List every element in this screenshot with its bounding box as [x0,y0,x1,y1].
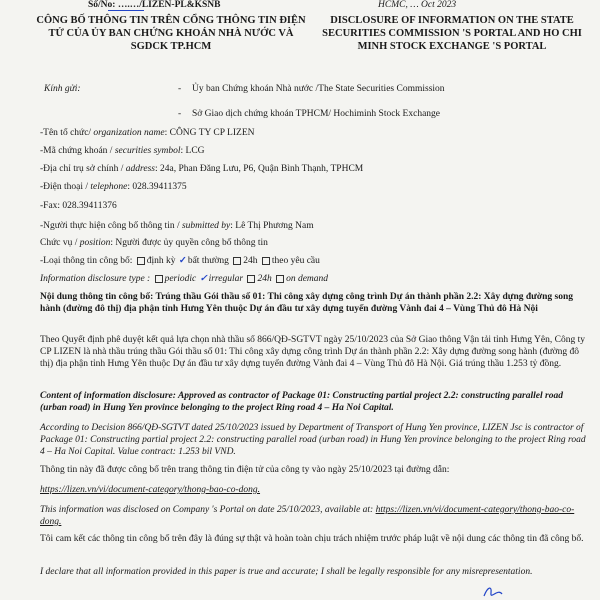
document-number: Số/No: ….…/LIZEN-PL&KSNB [88,0,221,10]
24h-en-checkbox[interactable] [247,275,255,283]
symbol-line [40,146,205,156]
recipient-ssc-text: Ủy ban Chứng khoán Nhà nước /The State Securities Commission [192,84,445,94]
type-en-demand: on demand [286,274,329,284]
type-en-periodic: periodic [164,274,197,284]
fax-line: -Fax: 028.39411376 [40,201,117,211]
periodic-checkbox[interactable] [137,257,145,265]
on-demand-checkbox[interactable] [262,257,270,265]
company-link-1[interactable]: https://lizen.vn/vi/document-category/thong-bao-co-dong. [40,485,261,495]
commitment-en: I declare that all information provided in this paper is true and accurate; I shall be legally responsible for any misrepresentation. [40,567,533,577]
phone-label-en: telephone [90,182,128,192]
on-demand-en-checkbox[interactable] [276,275,284,283]
irregular-check-icon[interactable]: ✓ [178,256,187,266]
org-label-en: organization name [93,128,165,138]
symbol-label: -Mã chứng khoán / [40,146,115,156]
type-vn-periodic: định kỳ [146,256,176,266]
title-english: DISCLOSURE OF INFORMATION ON THE STATE SECURITIES COMMISSION 'S PORTAL AND HO CHI MINH STOCK EXCHANGE 'S PORTAL [322,15,582,52]
submitter-value: : Lê Thị Phương Nam [230,221,314,231]
irregular-en-check-icon[interactable]: ✓ [199,274,208,284]
title-vietnamese: CÔNG BỐ THÔNG TIN TRÊN CỔNG THÔNG TIN ĐIỆN TỬ CỦA ỦY BAN CHỨNG KHOÁN NHÀ NƯỚC VÀ SGDCK TP.HCM [36,15,306,52]
recipient-hose-text: Sở Giao dịch chứng khoán TPHCM/ Hochiminh Stock Exchange [192,109,440,119]
address-label: -Địa chỉ trụ sở chính / [40,164,126,174]
type-vn-prefix: -Loại thông tin công bố: [40,256,135,266]
type-vn-irregular: bất thường [187,256,229,266]
address-label-en: address [125,164,155,174]
recipient-hose: - Sở Giao dịch chứng khoán TPHCM/ Hochiminh Stock Exchange [178,109,440,119]
number-stamp-mark [108,0,144,11]
address-value: : 24a, Phan Đăng Lưu, P6, Quận Bình Thạnh, TPHCM [154,164,364,174]
org-name-line [40,128,255,138]
type-vn-24h: 24h [243,256,258,266]
signature-mark [482,584,504,598]
24h-checkbox[interactable] [233,257,241,265]
content-heading-vn: Nội dung thông tin công bố: Trúng thầu Gói thầu số 01: Thi công xây dựng công trình Dự án thành phần 2.2: Xây dựng đường song hành (đường đô thị) địa phận tỉnh Hưng Yên thuộc Dự án đầu tư xây dựng tuyến đường Vành đai 4 – Vùng Thủ đô Hà Nội [40,292,574,314]
commitment-vn: Tôi cam kết các thông tin công bố trên đây là đúng sự thật và hoàn toàn chịu trách nhiệm trước pháp luật về nội dung các thông tin đã công bố. [40,534,584,544]
symbol-value: : LCG [180,146,205,156]
recipient-ssc: - Ủy ban Chứng khoán Nhà nước /The State Securities Commission [178,84,445,94]
published-notice-en [40,504,588,528]
symbol-label-en: securities symbol [114,146,181,156]
type-vn-demand: theo yêu cầu [271,256,320,266]
document-date: HCMC, … Oct 2023 [378,0,457,10]
position-label: Chức vụ / [40,238,80,248]
published-en-text: This information was disclosed on Company 's Portal on date 25/10/2023, available at: [40,505,376,515]
phone-line [40,182,187,192]
disclosure-type-vn [40,255,320,266]
type-en-prefix: Information disclosure type : [40,274,153,284]
position-line [40,238,268,248]
published-notice-vn: Thông tin này đã được công bố trên trang thông tin điện tử của công ty vào ngày 25/10/2023 tại đường dẫn: [40,465,450,475]
address-line [40,164,363,174]
recipients-label: Kính gửi: [44,84,81,94]
disclosure-type-en [40,273,328,284]
periodic-en-checkbox[interactable] [155,275,163,283]
phone-label: -Điện thoại / [40,182,91,192]
type-en-24h: 24h [257,274,272,284]
position-value: : Người được ủy quyền công bố thông tin [110,238,268,248]
org-value: : CÔNG TY CP LIZEN [164,128,255,138]
phone-value: : 028.39411375 [127,182,187,192]
content-body-vn: Theo Quyết định phê duyệt kết quả lựa chọn nhà thầu số 866/QĐ-SGTVT ngày 25/10/2023 của Sở Giao thông Vận tải tỉnh Hưng Yên, Công ty CP LIZEN là nhà thầu trúng thầu Gói thầu số 01: Thi công xây dựng công trình Dự án thành phần 2.2: Xây dựng đường song hành (đường đô thị) địa phận tỉnh Hưng Yên thuộc Dự án đầu tư xây dựng tuyến đường Vành đai 4 – Vùng Thủ đô Hà Nội. Giá trúng thầu 1.253 tỷ đồng. [40,335,585,369]
content-heading-en: Content of information disclosure: Approved as contractor of Package 01: Constructing partial project 2.2: constructing parallel road (urban road) in Hung Yen province belonging to the project Ring road 4 – Ha Noi Capital. [40,391,563,413]
org-label: -Tên tổ chức/ [40,128,94,138]
type-en-irregular: irregular [208,274,244,284]
position-label-en: position [79,238,111,248]
company-link-2[interactable]: https://lizen.vn/vi/document-category/thong-bao-co-dong. [40,505,575,527]
submitter-line [40,221,314,231]
submitter-label-en: submitted by [181,221,231,231]
submitter-label: -Người thực hiện công bố thông tin / [40,221,182,231]
content-body-en: According to Decision 866/QĐ-SGTVT dated 25/10/2023 issued by Department of Transport of Hung Yen province, LIZEN Jsc is contractor of Package 01: Constructing partial project 2.2: constructing parallel road (urban road) in Hung Yen province belonging to the project Ring road 4 – Ha Noi Capital. Value contract: 1.253 bil VND. [40,423,586,457]
